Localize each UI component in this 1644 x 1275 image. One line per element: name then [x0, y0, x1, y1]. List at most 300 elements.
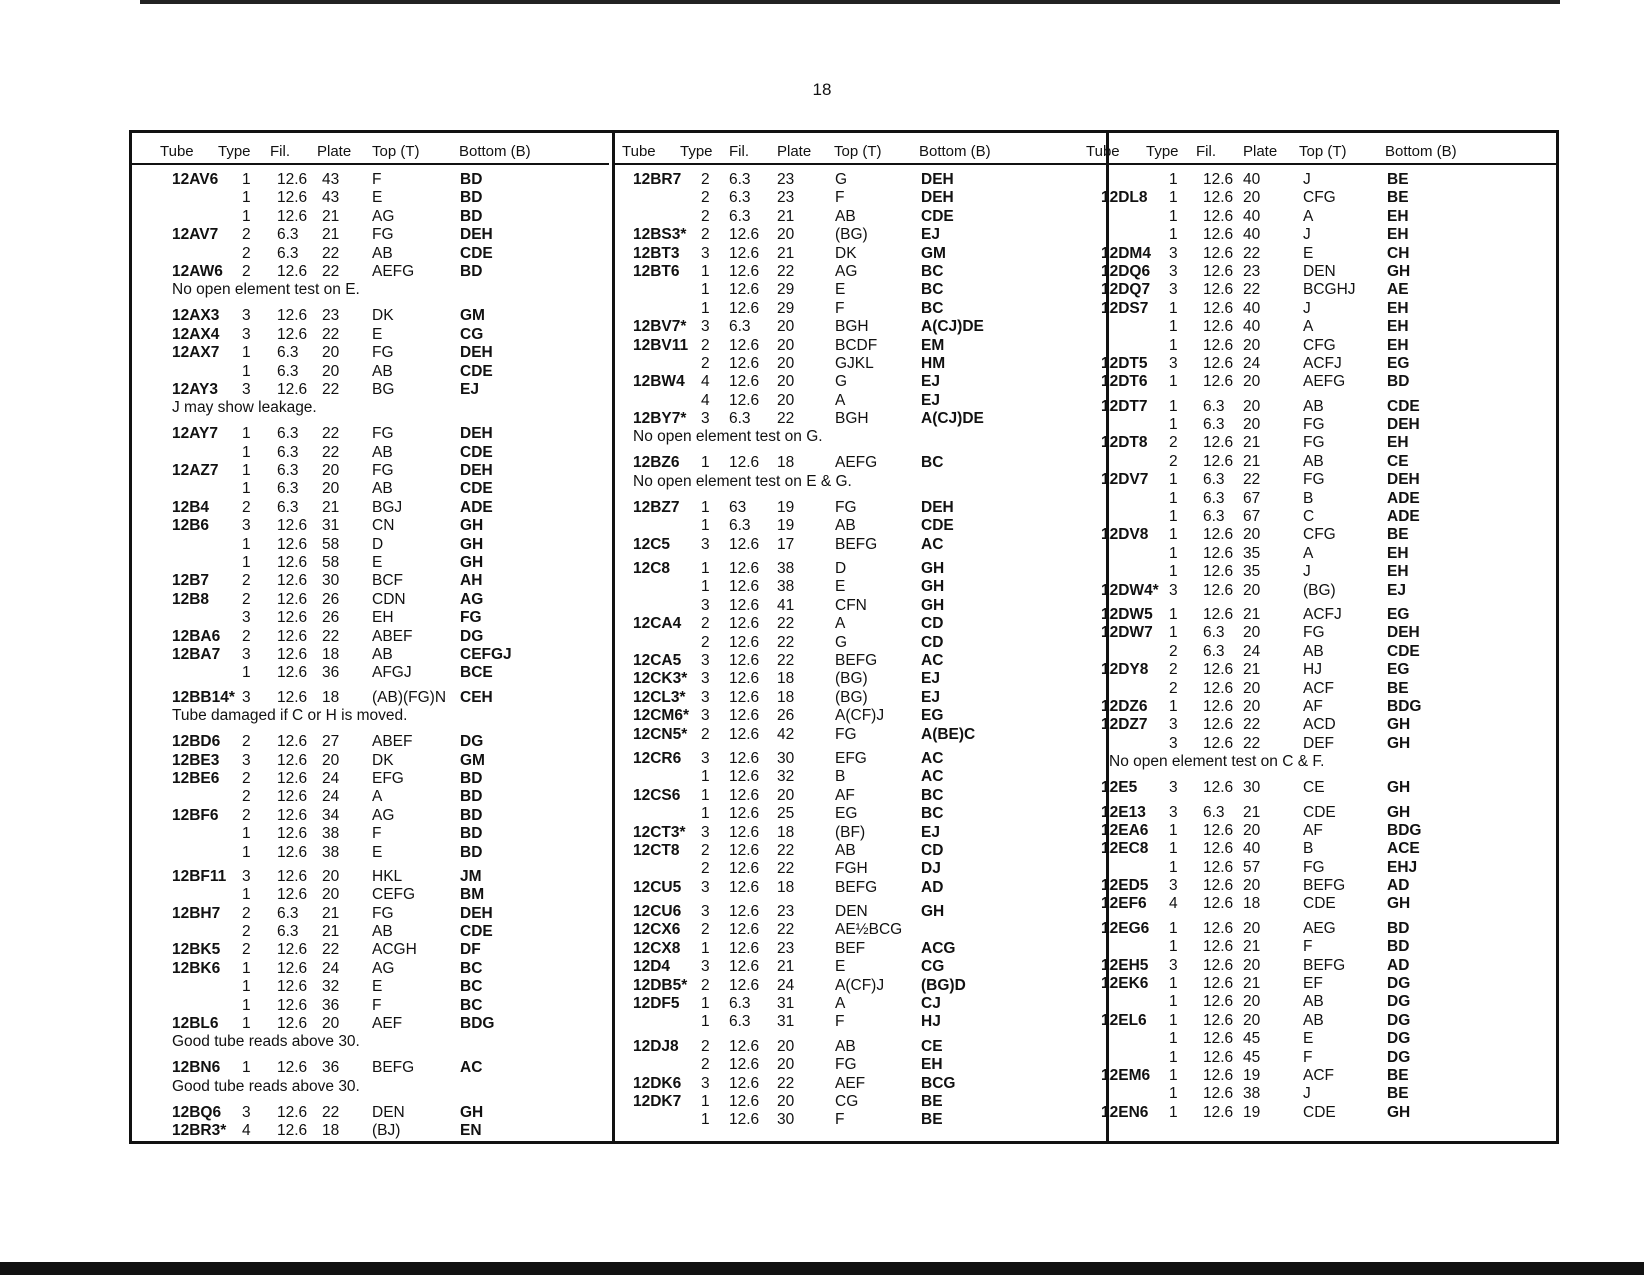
cell-fil: 12.6: [729, 860, 760, 878]
cell-type: 3: [1169, 581, 1178, 599]
cell-plate: 26: [777, 707, 795, 725]
table-row: [132, 923, 609, 941]
cell-type: 1: [242, 1015, 251, 1033]
cell-bottom: CDE: [460, 244, 493, 262]
table-row: [132, 886, 609, 904]
cell-bottom: HM: [921, 354, 946, 372]
cell-top: ACF: [1303, 679, 1334, 697]
cell-bottom: EG: [1387, 354, 1410, 372]
cell-type: 3: [701, 878, 710, 896]
cell-top: CEFG: [372, 886, 416, 904]
cell-top: DEN: [1303, 262, 1336, 280]
cell-bottom: EH: [1387, 226, 1409, 244]
cell-top: F: [372, 825, 382, 843]
cell-plate: 20: [322, 867, 340, 885]
cell-top: E: [372, 189, 383, 207]
cell-bottom: CD: [921, 615, 944, 633]
cell-bottom: DG: [1387, 975, 1411, 993]
table-row: [1109, 680, 1556, 698]
cell-bottom: GH: [460, 517, 484, 535]
table-row: [132, 572, 609, 590]
cell-bottom: BD: [460, 262, 483, 280]
cell-top: AFGJ: [372, 664, 412, 682]
cell-type: 1: [242, 978, 251, 996]
cell-type: 3: [701, 1074, 710, 1092]
cell-plate: 20: [777, 786, 795, 804]
table-row: [132, 825, 609, 843]
table-row: [132, 536, 609, 554]
cell-bottom: BC: [921, 262, 944, 280]
cell-top: AB: [372, 480, 393, 498]
cell-fil: 12.6: [1203, 975, 1234, 993]
cell-top: (BJ): [372, 1122, 401, 1140]
cell-plate: 22: [777, 841, 795, 859]
cell-top: F: [835, 1111, 845, 1129]
cell-tube: 12DT7: [1101, 397, 1148, 415]
table-row: [1109, 859, 1556, 877]
cell-fil: 12.6: [1203, 697, 1234, 715]
cell-fil: 12.6: [1203, 262, 1234, 280]
cell-plate: 38: [322, 843, 340, 861]
table-row: [615, 578, 1106, 596]
cell-plate: 20: [777, 336, 795, 354]
cell-fil: 12.6: [729, 354, 760, 372]
cell-fil: 12.6: [277, 664, 308, 682]
cell-plate: 38: [777, 560, 795, 578]
cell-plate: 34: [322, 806, 340, 824]
cell-fil: 12.6: [729, 841, 760, 859]
cell-fil: 12.6: [1203, 318, 1234, 336]
cell-tube: 12AX7: [172, 344, 220, 362]
table-row: [615, 1013, 1106, 1031]
cell-bottom: EH: [1387, 544, 1409, 562]
cell-bottom: GH: [1387, 734, 1411, 752]
cell-tube: 12AV7: [172, 226, 219, 244]
cell-top: AEFG: [372, 262, 415, 280]
cell-top: E: [372, 843, 383, 861]
cell-top: BCF: [372, 572, 403, 590]
cell-top: D: [835, 560, 847, 578]
cell-bottom: CE: [1387, 452, 1409, 470]
cell-type: 4: [701, 391, 710, 409]
cell-plate: 23: [1243, 262, 1261, 280]
cell-bottom: (BG)D: [921, 976, 966, 994]
table-note: No open element test on C & F.: [1109, 753, 1325, 771]
table-row: [132, 381, 609, 399]
cell-plate: 20: [1243, 416, 1261, 434]
cell-plate: 19: [777, 498, 795, 516]
cell-fil: 12.6: [729, 921, 760, 939]
cell-plate: 58: [322, 535, 340, 553]
table-row: [1109, 453, 1556, 471]
table-row: [132, 444, 609, 462]
cell-bottom: CDE: [460, 480, 493, 498]
cell-fil: 12.6: [729, 281, 760, 299]
table-row: [132, 326, 609, 344]
table-row: [615, 1075, 1106, 1093]
cell-type: 2: [242, 788, 251, 806]
cell-plate: 20: [1243, 919, 1261, 937]
cell-fil: 12.6: [277, 978, 308, 996]
cell-plate: 18: [777, 878, 795, 896]
cell-type: 2: [242, 498, 251, 516]
table-row: [132, 905, 609, 923]
cell-top: FG: [372, 226, 394, 244]
cell-top: E: [1303, 244, 1314, 262]
cell-type: 2: [701, 1037, 710, 1055]
header-top: Top (T): [372, 143, 420, 160]
table-row: [132, 1122, 609, 1140]
cell-tube: 12BL6: [172, 1015, 219, 1033]
cell-type: 3: [1169, 877, 1178, 895]
cell-plate: 22: [322, 443, 340, 461]
table-row: [1109, 545, 1556, 563]
table-note: No open element test on E & G.: [633, 472, 852, 490]
cell-type: 1: [1169, 919, 1178, 937]
cell-top: FG: [1303, 434, 1325, 452]
cell-plate: 22: [1243, 244, 1261, 262]
table-row: [615, 318, 1106, 336]
cell-tube: 12BE6: [172, 769, 220, 787]
cell-top: AG: [372, 806, 395, 824]
table-row: [615, 536, 1106, 554]
cell-plate: 20: [777, 318, 795, 336]
cell-plate: 30: [777, 749, 795, 767]
cell-tube: 12CT3*: [633, 823, 686, 841]
cell-plate: 21: [1243, 975, 1261, 993]
cell-top: CFG: [1303, 189, 1336, 207]
cell-top: CDN: [372, 590, 406, 608]
table-row: [132, 941, 609, 959]
cell-top: A: [372, 788, 383, 806]
cell-plate: 20: [1243, 697, 1261, 715]
cell-top: ABEF: [372, 627, 413, 645]
cell-top: DEN: [372, 1103, 405, 1121]
cell-plate: 20: [322, 1015, 340, 1033]
cell-fil: 12.6: [729, 939, 760, 957]
cell-type: 1: [242, 886, 251, 904]
cell-bottom: EJ: [921, 670, 940, 688]
table-row: [615, 392, 1106, 410]
table-row: [1109, 508, 1556, 526]
cell-tube: 12BF6: [172, 806, 219, 824]
cell-type: 3: [1169, 281, 1178, 299]
table-row: [132, 997, 609, 1015]
cell-tube: 12BH7: [172, 904, 221, 922]
table-row: [615, 995, 1106, 1013]
cell-type: 1: [1169, 858, 1178, 876]
cell-top: CFN: [835, 596, 867, 614]
cell-plate: 24: [1243, 642, 1261, 660]
cell-plate: 38: [1243, 1085, 1261, 1103]
cell-type: 1: [242, 843, 251, 861]
cell-fil: 12.6: [277, 590, 308, 608]
table-row: [1101, 373, 1556, 391]
cell-bottom: EG: [921, 707, 944, 725]
cell-fil: 12.6: [729, 560, 760, 578]
cell-fil: 12.6: [277, 171, 308, 188]
table-row: [1101, 803, 1556, 822]
cell-tube: 12DY8: [1101, 661, 1149, 679]
cell-top: A(CF)J: [835, 707, 885, 725]
cell-plate: 67: [1243, 508, 1261, 526]
cell-bottom: BC: [460, 996, 483, 1014]
cell-top: FG: [1303, 624, 1325, 642]
cell-type: 1: [242, 344, 251, 362]
cell-bottom: BDG: [1387, 697, 1422, 715]
table-row: [615, 300, 1106, 318]
cell-bottom: CG: [921, 958, 945, 976]
cell-plate: 21: [322, 904, 340, 922]
cell-type: 1: [701, 281, 710, 299]
cell-plate: 24: [322, 959, 340, 977]
cell-top: AB: [835, 517, 856, 535]
cell-bottom: DJ: [921, 860, 941, 878]
cell-fil: 12.6: [729, 688, 760, 706]
table-note: No open element test on G.: [633, 428, 823, 446]
table-row: [132, 770, 609, 788]
cell-bottom: BC: [921, 786, 944, 804]
table-row: [1109, 643, 1556, 661]
cell-fil: 12.6: [1203, 661, 1234, 679]
cell-fil: 12.6: [1203, 336, 1234, 354]
cell-fil: 12.6: [1203, 605, 1234, 623]
cell-plate: 32: [777, 768, 795, 786]
table-row: [1101, 526, 1556, 544]
cell-top: AG: [372, 959, 395, 977]
cell-type: 2: [242, 733, 251, 751]
cell-plate: 21: [322, 207, 340, 225]
cell-plate: 19: [777, 517, 795, 535]
cell-bottom: AC: [921, 651, 944, 669]
cell-bottom: DEH: [1387, 471, 1420, 489]
cell-type: 1: [242, 480, 251, 498]
table-note: Tube damaged if C or H is moved.: [172, 707, 408, 725]
cell-fil: 12.6: [277, 733, 308, 751]
table-row: [132, 628, 609, 646]
cell-top: BCDF: [835, 336, 878, 354]
table-row: [615, 454, 1106, 472]
header-tube: Tube: [160, 143, 194, 160]
cell-type: 1: [1169, 840, 1178, 858]
cell-plate: 45: [1243, 1048, 1261, 1066]
cell-top: A: [1303, 318, 1314, 336]
cell-plate: 25: [777, 805, 795, 823]
cell-plate: 22: [777, 651, 795, 669]
cell-bottom: EJ: [921, 373, 940, 391]
cell-bottom: AC: [921, 768, 944, 786]
table-row: [132, 960, 609, 978]
cell-tube: 12DK7: [633, 1092, 682, 1110]
cell-tube: 12BS3*: [633, 226, 687, 244]
cell-bottom: EJ: [460, 380, 479, 398]
cell-top: AB: [372, 443, 393, 461]
cell-type: 1: [701, 1013, 710, 1031]
table-row: [1101, 299, 1556, 318]
cell-tube: 12CX8: [633, 939, 681, 957]
cell-type: 1: [1169, 975, 1178, 993]
cell-plate: 35: [1243, 544, 1261, 562]
cell-top: E: [372, 325, 383, 343]
table-row: [132, 609, 609, 627]
cell-type: 1: [242, 996, 251, 1014]
table-row: [1109, 1049, 1556, 1067]
cell-fil: 12.6: [729, 454, 760, 472]
cell-plate: 21: [322, 498, 340, 516]
cell-top: F: [835, 299, 845, 317]
cell-plate: 20: [1243, 993, 1261, 1011]
cell-fil: 12.6: [277, 307, 308, 325]
header-plate: Plate: [1243, 143, 1278, 160]
cell-tube: 12BE3: [172, 751, 220, 769]
cell-top: FG: [1303, 416, 1325, 434]
cell-fil: 12.6: [277, 572, 308, 590]
cell-bottom: BD: [460, 806, 483, 824]
cell-top: FG: [372, 425, 394, 443]
cell-tube: 12AX4: [172, 325, 220, 343]
cell-top: CE: [1303, 779, 1325, 797]
cell-type: 3: [242, 867, 251, 885]
cell-fil: 12.6: [277, 959, 308, 977]
cell-type: 1: [701, 1111, 710, 1129]
cell-top: AB: [372, 923, 393, 941]
cell-plate: 20: [777, 354, 795, 372]
table-row: [615, 410, 1106, 428]
cell-fil: 12.6: [729, 1111, 760, 1129]
table-row: [615, 958, 1106, 976]
page-number: 18: [812, 80, 832, 99]
cell-plate: 21: [322, 923, 340, 941]
cell-bottom: AC: [921, 535, 944, 553]
cell-plate: 21: [1243, 452, 1261, 470]
cell-fil: 6.3: [277, 244, 299, 262]
cell-plate: 40: [1243, 299, 1261, 317]
cell-bottom: DEH: [921, 189, 954, 207]
cell-type: 1: [242, 959, 251, 977]
cell-type: 1: [1169, 299, 1178, 317]
cell-top: A: [835, 615, 846, 633]
cell-bottom: A(CJ)DE: [921, 318, 984, 336]
table-row: [132, 208, 609, 226]
cell-tube: 12BK6: [172, 959, 221, 977]
cell-tube: 12BB14*: [172, 688, 235, 706]
table-row: [1109, 563, 1556, 581]
table-row: [1101, 189, 1556, 207]
table-row: [132, 733, 609, 751]
cell-tube: 12BN6: [172, 1059, 221, 1077]
cell-fil: 12.6: [277, 867, 308, 885]
cell-top: J: [1303, 563, 1311, 581]
table-row: [132, 591, 609, 609]
table-row: [615, 281, 1106, 299]
table-row: [1109, 171, 1556, 189]
cell-top: BEF: [835, 939, 866, 957]
cell-type: 3: [701, 707, 710, 725]
cell-plate: 43: [322, 189, 340, 207]
cell-top: ACFJ: [1303, 354, 1342, 372]
cell-bottom: CDE: [1387, 642, 1420, 660]
cell-type: 1: [1169, 318, 1178, 336]
cell-fil: 12.6: [277, 1103, 308, 1121]
cell-type: 2: [701, 921, 710, 939]
cell-fil: 12.6: [277, 825, 308, 843]
cell-fil: 12.6: [1203, 919, 1234, 937]
table-row: [615, 652, 1106, 670]
cell-type: 2: [242, 572, 251, 590]
cell-fil: 12.6: [1203, 1103, 1234, 1121]
cell-top: A: [1303, 207, 1314, 225]
cell-plate: 20: [777, 226, 795, 244]
table-row: [615, 726, 1106, 744]
header-type: Type: [218, 143, 251, 160]
cell-type: 1: [1169, 373, 1178, 391]
cell-bottom: GH: [1387, 779, 1411, 797]
cell-top: (BG): [835, 688, 868, 706]
cell-bottom: BD: [1387, 373, 1410, 391]
cell-type: 2: [242, 769, 251, 787]
cell-plate: 18: [1243, 895, 1261, 913]
cell-type: 2: [701, 336, 710, 354]
cell-tube: 12EK6: [1101, 975, 1149, 993]
cell-bottom: BC: [921, 281, 944, 299]
scan-edge-bottom: [0, 1262, 1644, 1275]
cell-top: BGH: [835, 318, 869, 336]
cell-plate: 23: [777, 903, 795, 921]
cell-fil: 12.6: [1203, 956, 1234, 974]
header-top: Top (T): [1299, 143, 1347, 160]
cell-fil: 12.6: [277, 1059, 308, 1077]
cell-fil: 6.3: [277, 425, 299, 443]
cell-plate: 20: [777, 373, 795, 391]
cell-bottom: BC: [460, 959, 483, 977]
table-row: [615, 860, 1106, 878]
cell-fil: 6.3: [277, 462, 299, 480]
cell-type: 1: [1169, 1048, 1178, 1066]
cell-type: 2: [242, 590, 251, 608]
header-bottom: Bottom (B): [919, 143, 991, 160]
cell-top: BGJ: [372, 498, 403, 516]
cell-tube: 12CT8: [633, 841, 680, 859]
table-row: [1101, 244, 1556, 263]
cell-bottom: BDG: [460, 1015, 495, 1033]
cell-bottom: BC: [921, 299, 944, 317]
table-row: [132, 664, 609, 682]
cell-top: EFG: [835, 749, 867, 767]
cell-top: AB: [835, 841, 856, 859]
cell-bottom: GM: [921, 244, 946, 262]
cell-type: 2: [701, 860, 710, 878]
cell-fil: 6.3: [729, 517, 751, 535]
cell-tube: 12B6: [172, 517, 210, 535]
cell-fil: 12.6: [729, 903, 760, 921]
cell-fil: 12.6: [1203, 434, 1234, 452]
table-row: [1109, 1030, 1556, 1048]
cell-type: 1: [1169, 207, 1178, 225]
cell-plate: 22: [777, 921, 795, 939]
cell-plate: 20: [1243, 336, 1261, 354]
cell-type: 1: [242, 825, 251, 843]
cell-tube: 12BF11: [172, 867, 227, 885]
cell-fil: 6.3: [1203, 489, 1225, 507]
cell-bottom: AD: [1387, 956, 1410, 974]
cell-fil: 12.6: [729, 670, 760, 688]
cell-fil: 12.6: [1203, 734, 1234, 752]
table-row: [1101, 975, 1556, 993]
cell-tube: 12BK5: [172, 941, 221, 959]
cell-type: 1: [1169, 1030, 1178, 1048]
table-body: [132, 165, 609, 1141]
cell-plate: 21: [777, 207, 795, 225]
